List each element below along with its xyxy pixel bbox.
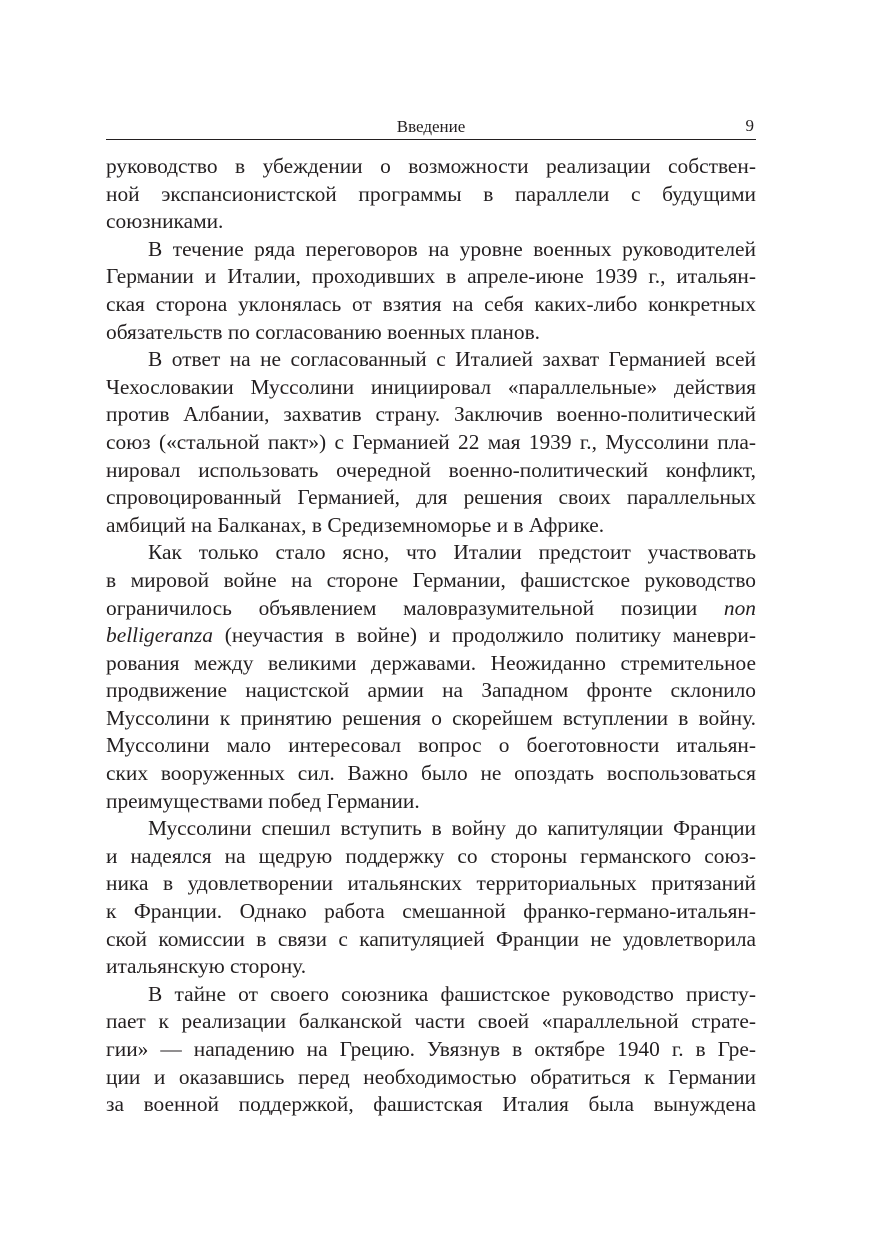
text-line: в мировой войне на стороне Германии, фашистское руководство <box>106 567 756 592</box>
paragraph-2 <box>106 236 756 346</box>
text-line: продвижение нацистской армии на Западном фронте склонило <box>106 678 756 703</box>
page-number: 9 <box>745 116 754 135</box>
paragraph-1 <box>106 153 756 236</box>
text-line: союзниками. <box>106 209 224 234</box>
text-line: нировал использовать очередной военно-политический конфликт, <box>106 457 756 482</box>
text-line: ской комиссии в связи с капитуляцией Франции не удовлетворила <box>106 926 756 951</box>
text-line: ной экспансионистской программы в параллели с будущими <box>106 181 756 206</box>
text-line: за военной поддержкой, фашистская Италия была вынуждена <box>106 1092 756 1117</box>
body-text <box>106 153 756 1119</box>
text-line: к Франции. Однако работа смешанной франко-германо-итальян- <box>106 899 756 924</box>
text-line: и надеялся на щедрую поддержку со стороны германского союз- <box>106 843 756 868</box>
text-line: гии» — нападению на Грецию. Увязнув в октябре 1940 г. в Гре- <box>106 1037 756 1061</box>
paragraph-4 <box>106 539 756 815</box>
text-line: Чехословакии Муссолини инициировал «параллельные» действия <box>106 374 756 399</box>
running-head-title: Введение <box>396 117 466 136</box>
text-line: итальянскую сторону. <box>106 954 307 979</box>
italic-term: belligeranza <box>106 623 213 648</box>
paragraph-3 <box>106 346 756 539</box>
text-line <box>106 622 756 650</box>
text-line: союз («стальной пакт») с Германией 22 мая 1939 г., Муссолини пла- <box>106 429 756 454</box>
text-line: Муссолини мало интересовал вопрос о боеготовности итальян- <box>106 733 756 758</box>
text-line: Муссолини к принятию решения о скорейшем вступлении в войну. <box>106 705 756 730</box>
text-line: пает к реализации балканской части своей «параллельной страте- <box>106 1009 756 1034</box>
running-head <box>106 115 756 140</box>
text-line: Муссолини спешил вступить в войну до капитуляции Франции <box>148 816 756 841</box>
text-line: ника в удовлетворении итальянских территориальных притязаний <box>106 871 756 896</box>
paragraph-6 <box>106 981 756 1119</box>
text-line: В ответ на не согласованный с Италией захват Германией всей <box>148 347 756 372</box>
text-line: руководство в убеждении о возможности реализации собствен- <box>106 154 756 178</box>
text-line: ских вооруженных сил. Важно было не опоздать воспользоваться <box>106 761 756 786</box>
text-segment: ограничилось объявлением маловразумительной позиции <box>106 595 698 620</box>
text-segment: (неучастия в войне) и продолжило политику маневри- <box>212 623 756 648</box>
text-line: преимуществами побед Германии. <box>106 788 420 813</box>
text-line <box>106 595 756 623</box>
text-line: ции и оказавшись перед необходимостью обратиться к Германии <box>106 1064 756 1089</box>
text-line: амбиций на Балканах, в Средиземноморье и в Африке. <box>106 512 605 537</box>
text-line: против Албании, захватив страну. Заключив военно-политический <box>106 402 756 427</box>
italic-term: non <box>723 595 756 620</box>
paragraph-5 <box>106 815 756 981</box>
text-line: Германии и Италии, проходивших в апреле-июне 1939 г., итальян- <box>106 264 756 289</box>
text-line: обязательств по согласованию военных планов. <box>106 319 541 344</box>
text-line: ская сторона уклонялась от взятия на себя каких-либо конкретных <box>106 291 756 316</box>
text-line: В течение ряда переговоров на уровне военных руководителей <box>148 236 756 261</box>
text-line: рования между великими державами. Неожиданно стремительное <box>106 650 756 675</box>
text-line: В тайне от своего союзника фашистское руководство присту- <box>148 981 756 1006</box>
text-line: спровоцированный Германией, для решения своих параллельных <box>106 485 756 510</box>
text-line: Как только стало ясно, что Италии предстоит участвовать <box>148 540 756 565</box>
